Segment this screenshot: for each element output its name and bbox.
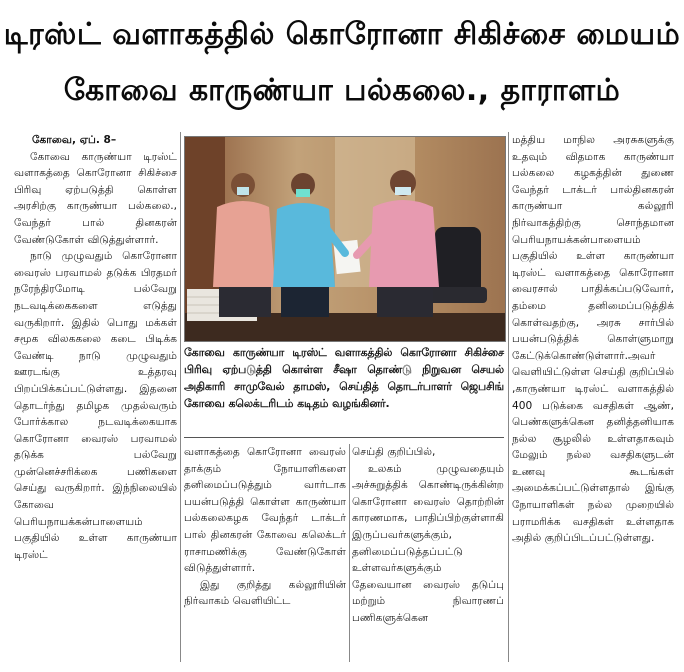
dateline: கோவை, ஏப். 8– [32, 134, 117, 146]
photo-of-officials-handing-letter [185, 137, 505, 341]
headline-line-2: கோவை காருண்யா பல்கலை., தாராளம் [63, 73, 621, 108]
column-4-paragraph-1: மத்திய மாநில அரசுகளுக்கு உதவும் விதமாக காருண்யா பல்கலை கழகத்தின் துணை வேந்தர் டாக்டர் பால்தினகரன் காருண்யா கல்லூரி நிர்வாகத்திற்கு சொந்தமான பெரியநாயக்கன்பாளையம் பகுதியில் உள்ள காருண்யா டிரஸ்ட் வளாகத்தை கொரோனா வைரசால் பாதிக்கப்படுவோர், தம்மை தனிமைப்படுத்திக் கொள்வதற்கு, அரசு சார்பில் பயன்படுத்திக் கொள்ளுமாறு கேட்டுக்கொண்டுள்ளார்.அவர் வெளியிட்டுள்ள செய்தி குறிப்பில் ,காருண்யா டிரஸ்ட் வளாகத்தில் 400 படுக்கை வசதிகள் ஆண், பெண்களுக்கென தனித்தனியாக நல்ல சூழலில் உள்ளதாகவும் மேலும் நல்ல வசதிகளுடன் உணவு கூடங்கள் அமைக்கப்பட்டுள்ளதால் இங்கு நோயாளிகள் நல்ல முறையில் பராமரிக்க வசதிகள் உள்ளதாக அதில் குறிப்பிடப்பட்டுள்ளது. [512, 134, 674, 545]
column-2-paragraph-2: இது குறித்து கல்லூரியின் நிர்வாகம் வெளியிட்ட [184, 578, 346, 608]
column-1-paragraph-1: கோவை காருண்யா டிரஸ்ட் வளாகத்தை கொரோனா சிகிச்சை பிரிவு ஏற்படுத்தி கொள்ள அரசிற்கு காருண்யா பல்கலை., வேந்தர் பால் தினகரன் வேண்டுகோள் விடுத்துள்ளார். [14, 150, 177, 246]
headline-line-1: டிரஸ்ட் வளாகத்தில் கொரோனா சிகிச்சை மையம் [3, 17, 681, 52]
caption-divider [184, 437, 504, 438]
column-1-paragraph-2: நாடு முழுவதும் கொரோனா வைரஸ் பரவாமல் தடுக்க பிரதமர் நரேந்திரமோடி பல்வேறு நடவடிக்கைகளை எடுத்து வருகிறார். இதில் பொது மக்கள் சமூக விலககலை கடை பிடிக்க வேண்டி நாடு முழுவதும் ஊரடங்கு உத்தரவு பிறப்பிக்கப்பட்டுள்ளது. இதனை தொடர்ந்து தமிழக முதல்வரும் போர்க்கால நடவடிக்கையாக கொரோனா வைரஸ் பரவாமல் தடுக்க பல்வேறு முன்னெச்சரிக்கை பணிகளை செய்து வருகிறார். இந்நிலையில் கோவை பெரியநாயக்கன்பாளையம் பகுதியில் உள்ள காருண்யா டிரஸ்ட் [14, 250, 177, 561]
column-3-paragraph-2: உலகம் முழுவதையும் அச்சுறுத்திக் கொண்டிருக்கின்ற கொரோனா வைரஸ் தொற்றின் காரணமாக, பாதிப்பிற்குள்ளாகி இருப்பவர்களுக்கும், தனிமைப்படுத்தப்பட்டு உள்ளவர்களுக்கும் தேவையான வைரஸ் தடுப்பு மற்றும் நிவாரணப் பணிகளுக்கென [352, 462, 504, 624]
photo-caption: கோவை காருண்யா டிரஸ்ட் வளாகத்தில் கொரோனா சிகிச்சை பிரிவு ஏற்படுத்தி கொள்ள சீஷா தொண்டு நிறுவன செயல் அதிகாரி சாமுவேல் தாமஸ், செய்தித் தொடர்பாளர் ஜெபசிங் கோவை கலெக்டரிடம் கடிதம் வழங்கினர். [184, 346, 504, 410]
article-column-4 [512, 132, 674, 547]
article-column-1 [14, 132, 177, 563]
column-divider [349, 444, 350, 662]
column-divider [508, 132, 509, 662]
column-2-paragraph-1: வளாகத்தை கொரோனா வைரஸ் தாக்கும் நோயாளிகளை தனிமைப்படுத்தும் வார்டாக பயன்படுத்தி கொள்ள காருண்யா பல்கலைகழக வேந்தர் டாக்டர் பால் தினகரன் கோவை கலெக்டர் ராசாமணிக்கு வேண்டுகோள் விடுத்துள்ளார். [184, 446, 346, 575]
news-photo [184, 136, 506, 342]
column-divider [180, 132, 181, 662]
column-3-paragraph-1: செய்தி குறிப்பில், [352, 446, 436, 458]
article-column-2 [184, 444, 346, 610]
article-column-3 [352, 444, 504, 627]
